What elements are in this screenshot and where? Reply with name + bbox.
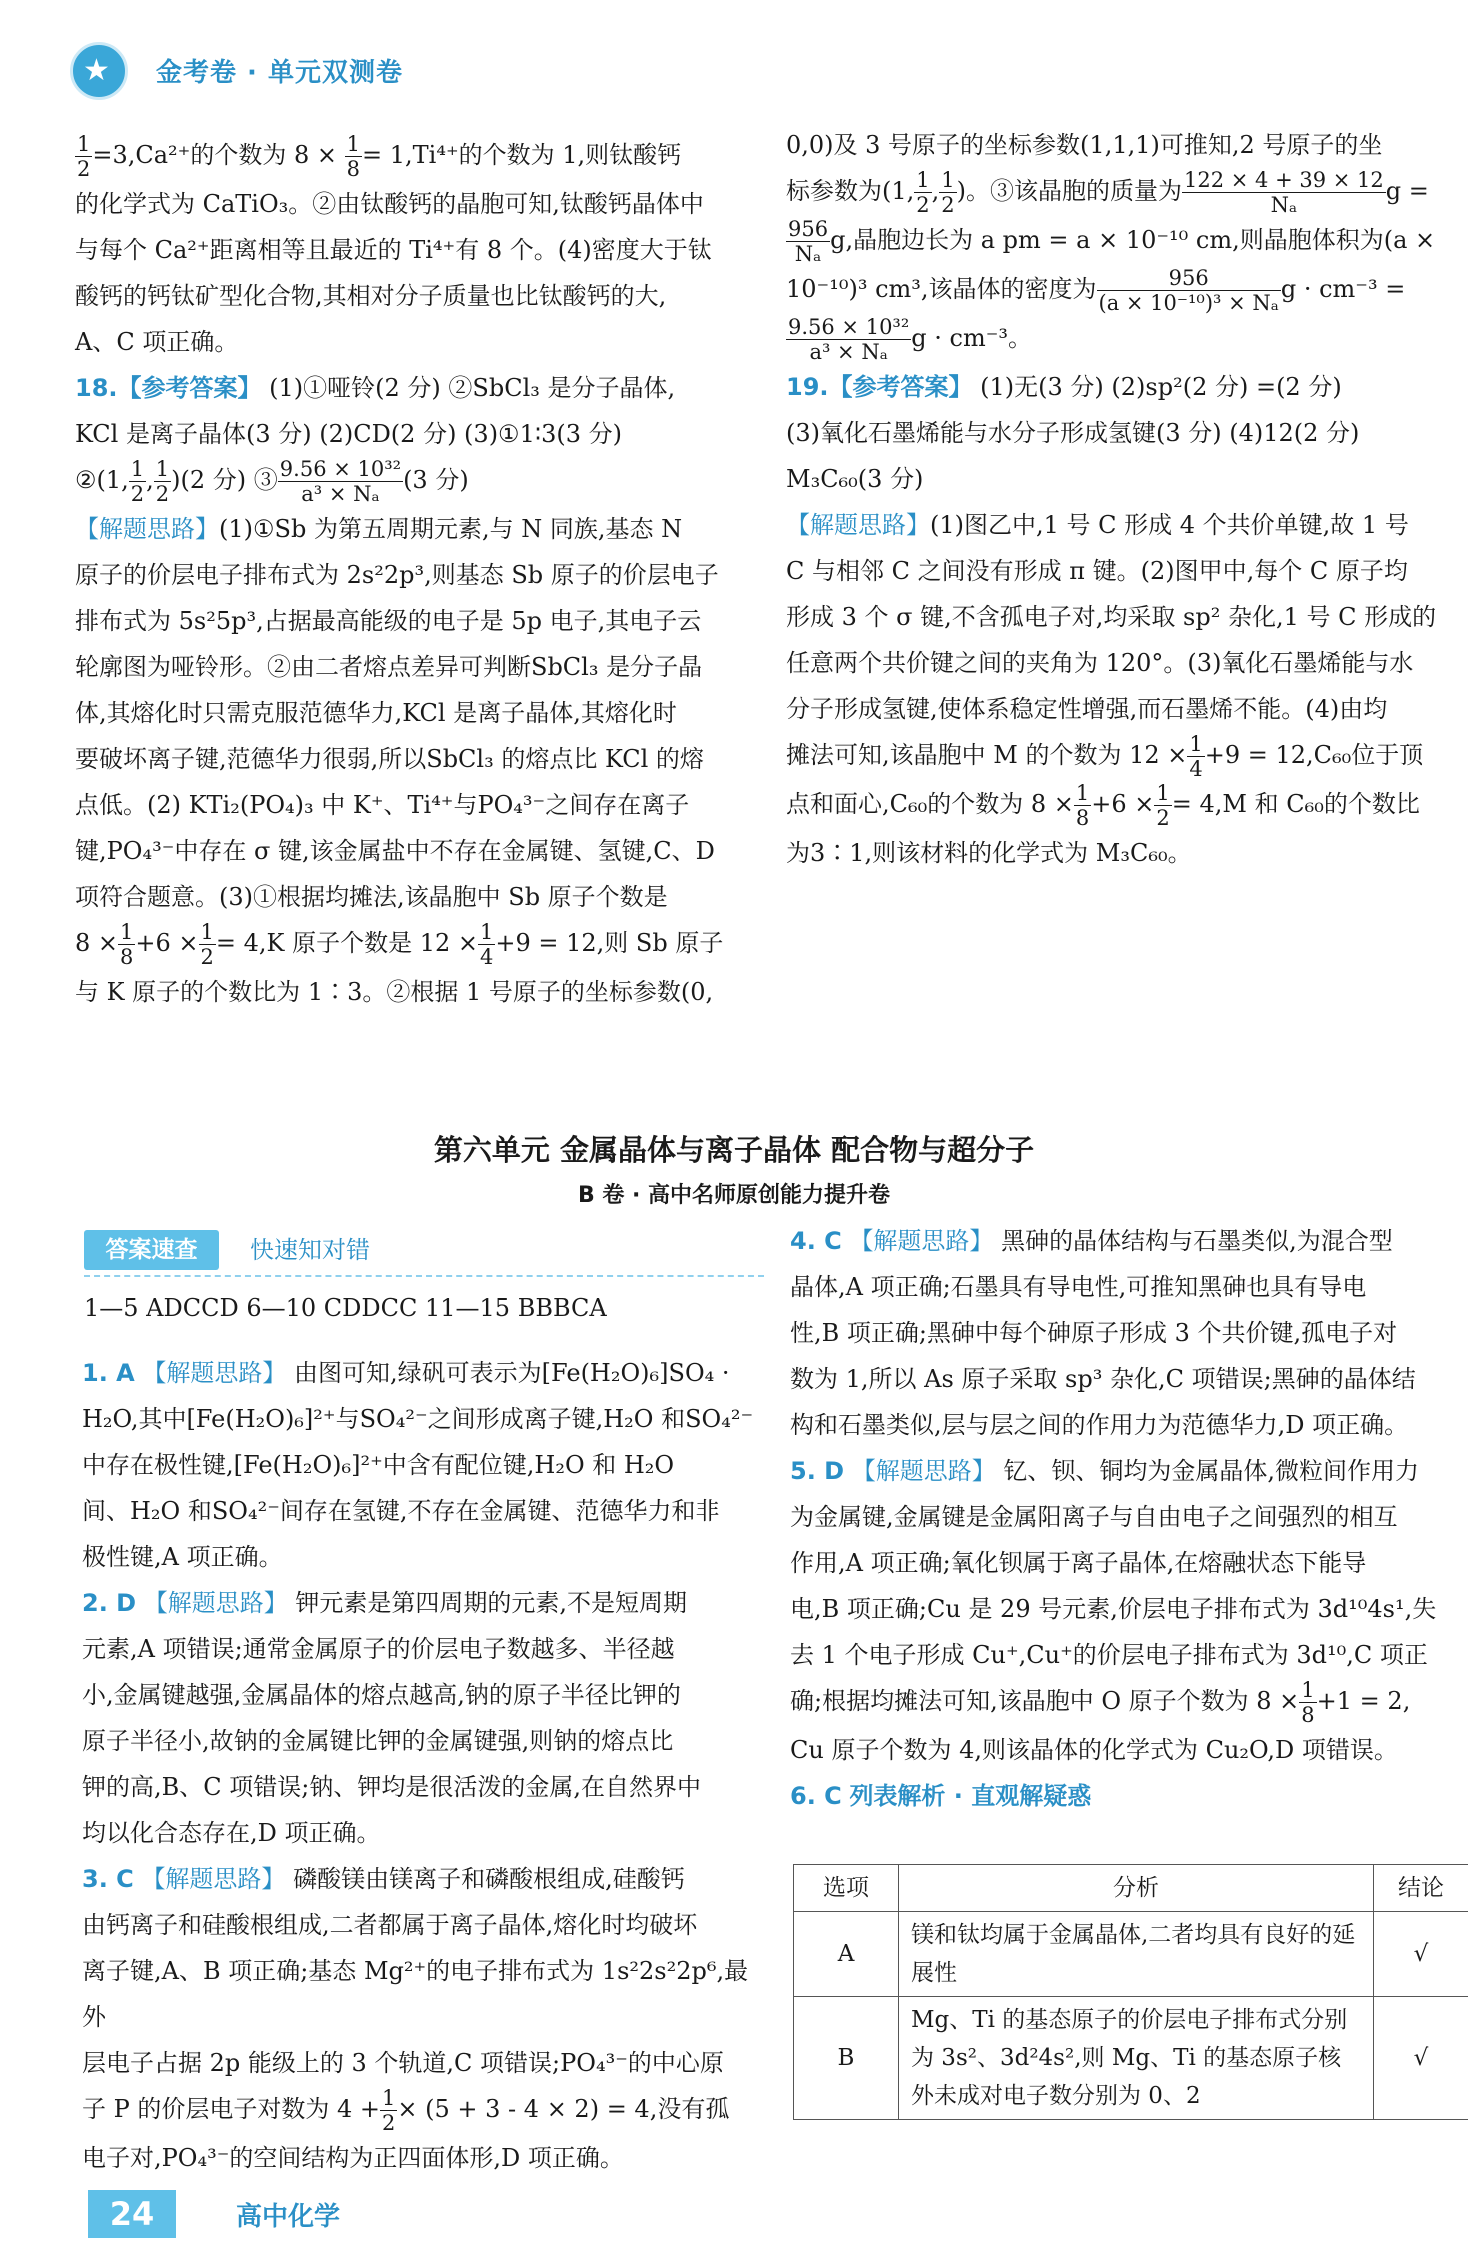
text-line: 均以化合态存在,D 项正确。 xyxy=(82,1819,381,1847)
text-line: KCl 是离子晶体(3 分) (2)CD(2 分) (3)①1∶3(3 分) xyxy=(75,420,622,448)
table-row xyxy=(794,1912,1468,1997)
table-cell: √ xyxy=(1374,1912,1468,1997)
table-header: 选项 xyxy=(794,1865,899,1912)
text-line: 酸钙的钙钛矿型化合物,其相对分子质量也比钛酸钙的大, xyxy=(75,282,667,310)
text-line: 层电子占据 2p 能级上的 3 个轨道,C 项错误;PO₄³⁻的中心原 xyxy=(82,2049,724,2077)
q18-explanation: 【解题思路】(1)①Sb 为第五周期元素,与 N 同族,基态 N xyxy=(75,515,683,543)
text-line: 子 P 的价层电子对数为 4 + $\frac{1}{2}$ × (5 + 3 - 4 × 2) = 4,没有孤 xyxy=(82,2086,730,2135)
text-line: $\frac{1}{2}$ =3,Ca²⁺的个数为 8 × $\frac{1}{8}$ = 1,Ti⁴⁺的个数为 1,则钛酸钙 xyxy=(77,132,682,181)
fraction: $\frac{1}{8}$ xyxy=(346,132,360,181)
text-line: 体,其熔化时只需克服范德华力,KCl 是离子晶体,其熔化时 xyxy=(75,699,677,727)
text-line: 数为 1,所以 As 原子采取 sp³ 杂化,C 项错误;黑砷的晶体结 xyxy=(790,1365,1416,1393)
text-line: 键,PO₄³⁻中存在 σ 键,该金属盐中不存在金属键、氢键,C、D xyxy=(75,837,715,865)
text-line: 轮廓图为哑铃形。②由二者熔点差异可判断SbCl₃ 是分子晶 xyxy=(75,653,703,681)
text-line: 构和石墨类似,层与层之间的作用力为范德华力,D 项正确。 xyxy=(790,1411,1409,1439)
text-line: 8 × $\frac{1}{8}$ +6 × $\frac{1}{2}$ = 4,K 原子个数是 12 × $\frac{1}{4}$ +9 = 12,则 Sb 原子 xyxy=(75,920,724,969)
text-line: 分子形成氢键,使体系稳定性增强,而石墨烯不能。(4)由均 xyxy=(786,695,1388,723)
right-column xyxy=(786,122,1466,876)
text-line: $\frac{\text{9.56 × 10³²}}{\text{a³ × Nₐ}}$ g · cm⁻³。 xyxy=(788,315,1033,364)
text-line: 中存在极性键,[Fe(H₂O)₆]²⁺中含有配位键,H₂O 和 H₂O xyxy=(82,1451,675,1479)
table-row xyxy=(794,1997,1468,2120)
text-line: 性,B 项正确;黑砷中每个砷原子形成 3 个共价键,孤电子对 xyxy=(790,1319,1398,1347)
text-line: 排布式为 5s²5p³,占据最高能级的电子是 5p 电子,其电子云 xyxy=(75,607,702,635)
table-cell: 镁和钛均属于金属晶体,二者均具有良好的延展性 xyxy=(899,1912,1374,1997)
star-badge-icon: ★ xyxy=(83,53,110,88)
quick-answer-tag: 答案速查 xyxy=(84,1230,219,1270)
left-column xyxy=(75,132,763,1015)
q6-heading: 6. C 列表解析 · 直观解疑惑 xyxy=(790,1782,1092,1810)
text-line: 要破坏离子键,范德华力很弱,所以SbCl₃ 的熔点比 KCl 的熔 xyxy=(75,745,704,773)
text-line: 与每个 Ca²⁺距离相等且最近的 Ti⁴⁺有 8 个。(4)密度大于钛 xyxy=(75,236,712,264)
text-line: (3)氧化石墨烯能与水分子形成氢键(3 分) (4)12(2 分) xyxy=(786,419,1360,447)
text-line: 任意两个共价键之间的夹角为 120°。(3)氧化石墨烯能与水 xyxy=(786,649,1414,677)
table-cell: A xyxy=(794,1912,899,1997)
table-header: 结论 xyxy=(1374,1865,1468,1912)
text-line: 确;根据均摊法可知,该晶胞中 O 原子个数为 8 × $\frac{1}{8}$ +1 = 2, xyxy=(790,1678,1411,1727)
text-line: 小,金属键越强,金属晶体的熔点越高,钠的原子半径比钾的 xyxy=(82,1681,681,1709)
b-left-column xyxy=(82,1350,764,2181)
fraction: $\frac{1}{2}$ xyxy=(77,132,91,181)
text-line: 元素,A 项错误;通常金属原子的价层电子数越多、半径越 xyxy=(82,1635,675,1663)
text-line: 点低。(2) KTi₂(PO₄)₃ 中 K⁺、Ti⁴⁺与PO₄³⁻之间存在离子 xyxy=(75,791,690,819)
subject-label: 高中化学 xyxy=(236,2202,341,2232)
q1-explanation: 1. A 【解题思路】 由图可知,绿矾可表示为[Fe(H₂O)₆]SO₄ · xyxy=(82,1359,730,1387)
table-cell: B xyxy=(794,1997,899,2120)
b-right-column xyxy=(790,1218,1466,1819)
text-line: 由钙离子和硅酸根组成,二者都属于离子晶体,熔化时均破坏 xyxy=(82,1911,698,1939)
text-line: 10⁻¹⁰)³ cm³,该晶体的密度为 $\frac{956}{\text{(a × 10⁻¹⁰)³ × Nₐ}}$ g · cm⁻³ = xyxy=(786,266,1406,315)
text-line: 原子半径小,故钠的金属键比钾的金属键强,则钠的熔点比 xyxy=(82,1727,674,1755)
text-line: 极性键,A 项正确。 xyxy=(82,1543,283,1571)
quick-answer-label: 快速知对错 xyxy=(250,1236,370,1264)
text-line: 为3∶1,则该材料的化学式为 M₃C₆₀。 xyxy=(786,839,1192,867)
text-line: $\frac{956}{\text{Nₐ}}$ g,晶胞边长为 a pm = a × 10⁻¹⁰ cm,则晶胞体积为(a × xyxy=(788,217,1436,266)
text-line: 原子的价层电子排布式为 2s²2p³,则基态 Sb 原子的价层电子 xyxy=(75,561,719,589)
table-header: 分析 xyxy=(899,1865,1374,1912)
text-line: 与 K 原子的个数比为 1∶3。②根据 1 号原子的坐标参数(0, xyxy=(75,978,714,1006)
text-line: 去 1 个电子形成 Cu⁺,Cu⁺的价层电子排布式为 3d¹⁰,C 项正 xyxy=(790,1641,1428,1669)
table-cell: Mg、Ti 的基态原子的价层电子排布式分别为 3s²、3d²4s²,则 Mg、Ti 的基态原子核外未成对电子数分别为 0、2 xyxy=(899,1997,1374,2120)
section-subtitle: B 卷 · 高中名师原创能力提升卷 xyxy=(577,1183,891,1208)
text-line: 的化学式为 CaTiO₃。②由钛酸钙的晶胞可知,钛酸钙晶体中 xyxy=(75,190,704,218)
q19-answer: 19.【参考答案】 (1)无(3 分) (2)sp²(2 分) =(2 分) xyxy=(786,373,1342,401)
q19-explanation: 【解题思路】(1)图乙中,1 号 C 形成 4 个共价单键,故 1 号 xyxy=(786,511,1409,539)
text-line: ②(1, $\frac{1}{2}$ , $\frac{1}{2}$ )(2 分) ③ $\frac{\text{9.56 × 10³²}}{\text{a³ × Nₐ}}$ (3 分) xyxy=(75,457,469,506)
analysis-table xyxy=(793,1864,1468,2120)
text-line: 间、H₂O 和SO₄²⁻间存在氢键,不存在金属键、范德华力和非 xyxy=(82,1497,720,1525)
page-number: 24 xyxy=(88,2190,176,2238)
text-line: 钾的高,B、C 项错误;钠、钾均是很活泼的金属,在自然界中 xyxy=(82,1773,701,1801)
text-line: 离子键,A、B 项正确;基态 Mg²⁺的电子排布式为 1s²2s²2p⁶,最外 xyxy=(82,1957,749,2031)
text-line: A、C 项正确。 xyxy=(75,328,239,356)
text-line: 0,0)及 3 号原子的坐标参数(1,1,1)可推知,2 号原子的坐 xyxy=(786,131,1383,159)
header-title: 金考卷 · 单元双测卷 xyxy=(156,58,403,88)
text-line: 形成 3 个 σ 键,不含孤电子对,均采取 sp² 杂化,1 号 C 形成的 xyxy=(786,603,1437,631)
text-line: 电子对,PO₄³⁻的空间结构为正四面体形,D 项正确。 xyxy=(82,2144,624,2172)
logo xyxy=(70,42,128,100)
text-line: 电,B 项正确;Cu 是 29 号元素,价层电子排布式为 3d¹⁰4s¹,失 xyxy=(790,1595,1437,1623)
q4-explanation: 4. C 【解题思路】 黑砷的晶体结构与石墨类似,为混合型 xyxy=(790,1227,1393,1255)
q2-explanation: 2. D 【解题思路】 钾元素是第四周期的元素,不是短周期 xyxy=(82,1589,688,1617)
text-line: M₃C₆₀(3 分) xyxy=(786,465,924,493)
text-line: 晶体,A 项正确;石墨具有导电性,可推知黑砷也具有导电 xyxy=(790,1273,1367,1301)
text-line: 标参数为(1, $\frac{1}{2}$ , $\frac{1}{2}$ )。③该晶胞的质量为 $\frac{122 \times 4 + 39 \times 12}{\text{Nₐ}}$ g = xyxy=(786,168,1429,217)
table-header-row xyxy=(794,1865,1468,1912)
text-line: Cu 原子个数为 4,则该晶体的化学式为 Cu₂O,D 项错误。 xyxy=(790,1736,1398,1764)
answer-key: 1—5 ADCCD 6—10 CDDCC 11—15 BBBCA xyxy=(84,1294,607,1322)
q3-explanation: 3. C 【解题思路】 磷酸镁由镁离子和磷酸根组成,硅酸钙 xyxy=(82,1865,685,1893)
text-line: 作用,A 项正确;氧化钡属于离子晶体,在熔融状态下能导 xyxy=(790,1549,1367,1577)
section-title: 第六单元 金属晶体与离子晶体 配合物与超分子 xyxy=(433,1133,1035,1167)
divider xyxy=(84,1275,764,1277)
text-line: C 与相邻 C 之间没有形成 π 键。(2)图甲中,每个 C 原子均 xyxy=(786,557,1408,585)
text-line: 点和面心,C₆₀的个数为 8 × $\frac{1}{8}$ +6 × $\frac{1}{2}$ = 4,M 和 C₆₀的个数比 xyxy=(786,781,1420,830)
q5-explanation: 5. D 【解题思路】 钇、钡、铜均为金属晶体,微粒间作用力 xyxy=(790,1457,1420,1485)
text-line: 项符合题意。(3)①根据均摊法,该晶胞中 Sb 原子个数是 xyxy=(75,883,668,911)
text-line: 摊法可知,该晶胞中 M 的个数为 12 × $\frac{1}{4}$ +9 = 12,C₆₀位于顶 xyxy=(786,732,1424,781)
table-cell: √ xyxy=(1374,1997,1468,2120)
q18-answer: 18.【参考答案】 (1)①哑铃(2 分) ②SbCl₃ 是分子晶体, xyxy=(75,374,676,402)
text-line: H₂O,其中[Fe(H₂O)₆]²⁺与SO₄²⁻之间形成离子键,H₂O 和SO₄²⁻ xyxy=(82,1405,754,1433)
text-line: 为金属键,金属键是金属阳离子与自由电子之间强烈的相互 xyxy=(790,1503,1398,1531)
